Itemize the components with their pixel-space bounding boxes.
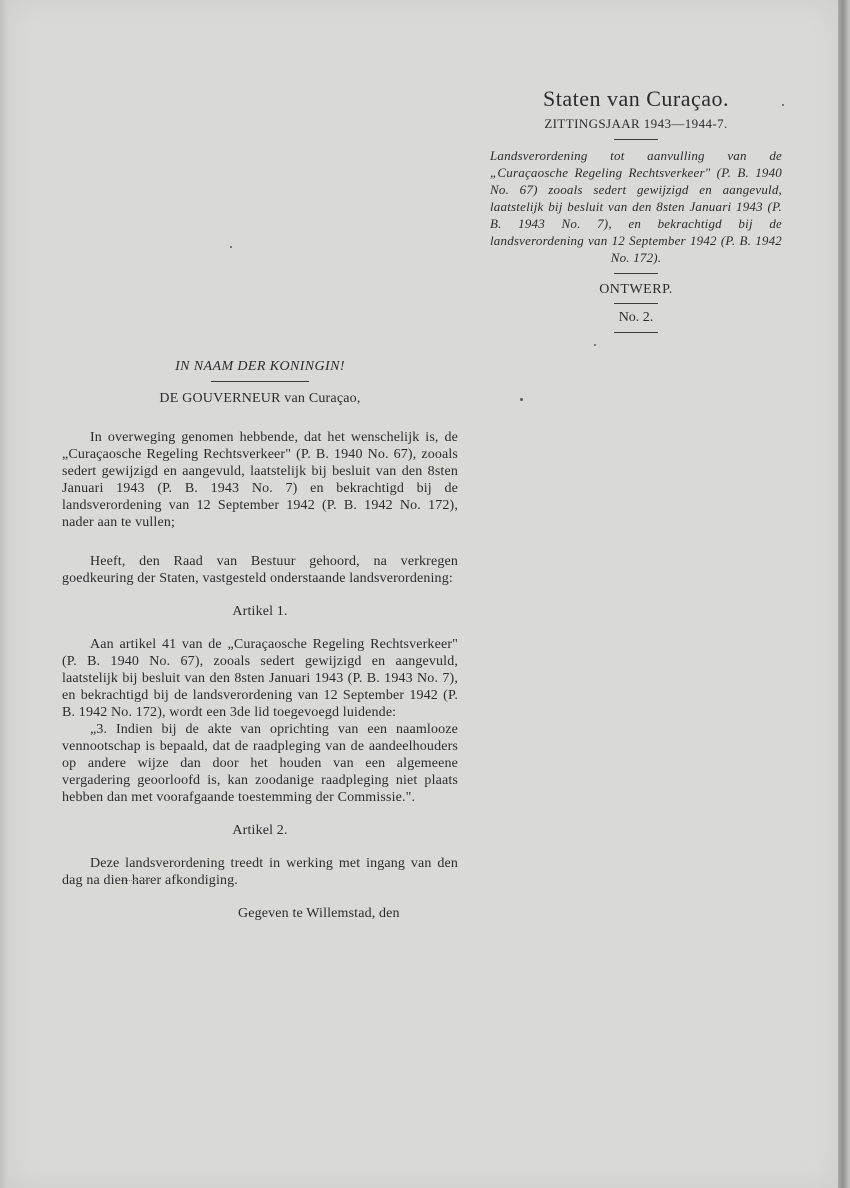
given-at-line: Gegeven te Willemstad, den	[238, 906, 400, 921]
ordinance-body	[62, 358, 458, 922]
article-1-text: Aan artikel 41 van de „Curaçaosche Regeling Rechtsverkeer" (P. B. 1940 No. 67), zooals sedert gewijzigd en aangevuld, laatstelijk bij besluit van den 8sten Januari 1943 (P. B. 1943 No. 7), en bekrachtigd bij de landsverordening van 12 September 1942 (P. B. 1942 No. 172), wordt een 3de lid toegevoegd luidende:	[62, 637, 458, 720]
paper-speck	[594, 344, 596, 346]
subject-divider	[614, 273, 658, 274]
article-2-heading: Artikel 2.	[232, 823, 288, 838]
invocation-divider	[211, 381, 309, 382]
paper-speck	[520, 398, 523, 401]
number-divider	[614, 332, 658, 333]
session-year: ZITTINGSJAAR 1943—1944-7.	[544, 116, 728, 131]
article-1-quote: „3. Indien bij de akte van oprichting van een naamlooze vennootschap is bepaald, dat de raadpleging van de aandeelhouders op andere wijze dan door het houden van een algemeene vergadering geoorloofd is, kan zoodanige raadpleging niet plaats hebben dan met voorafgaande toestemming der Commissie.".	[62, 722, 458, 805]
draft-number: No. 2.	[618, 310, 654, 325]
draft-label: ONTWERP.	[599, 282, 673, 297]
paper-speck	[230, 246, 232, 248]
article-2-text: Deze landsverordening treedt in werking met ingang van den dag na dien harer afkondiging.	[62, 856, 458, 888]
ordinance-subject: Landsverordening tot aanvulling van de „Curaçaosche Regeling Rechtsverkeer" (P. B. 1940 No. 67) zooals sedert gewijzigd en aangevuld, laatstelijk bij besluit van den 8sten Januari 1943 (P. B. 1943 No. 7), en bekrachtigd bij de landsverordening van 12 September 1942 (P. B. 1942 No. 172).	[490, 148, 782, 265]
scan-right-edge	[838, 0, 850, 1188]
invocation: IN NAAM DER KONINGIN!	[175, 359, 345, 374]
document-header	[490, 86, 782, 333]
signature-dotted-line	[118, 880, 152, 881]
header-divider	[614, 139, 658, 140]
governor-line: DE GOUVERNEUR van Curaçao,	[159, 391, 361, 406]
scan-left-edge	[0, 0, 8, 1188]
enacting-paragraph: Heeft, den Raad van Bestuur gehoord, na verkregen goedkeuring der Staten, vastgesteld onderstaande landsverordening:	[62, 554, 458, 586]
considering-paragraph: In overweging genomen hebbende, dat het wenschelijk is, de „Curaçaosche Regeling Rechtsverkeer" (P. B. 1940 No. 67), zooals sedert gewijzigd en aangevuld, laatstelijk bij besluit van den 8sten Januari 1943 (P. B. 1943 No. 7) en bekrachtigd bij de landsverordening van 12 September 1942 (P. B. 1942 No. 172), nader aan te vullen;	[62, 430, 458, 530]
article-1-heading: Artikel 1.	[232, 604, 288, 619]
parliament-title: Staten van Curaçao.	[542, 86, 730, 111]
draft-divider	[614, 303, 658, 304]
paper-speck	[782, 104, 784, 106]
